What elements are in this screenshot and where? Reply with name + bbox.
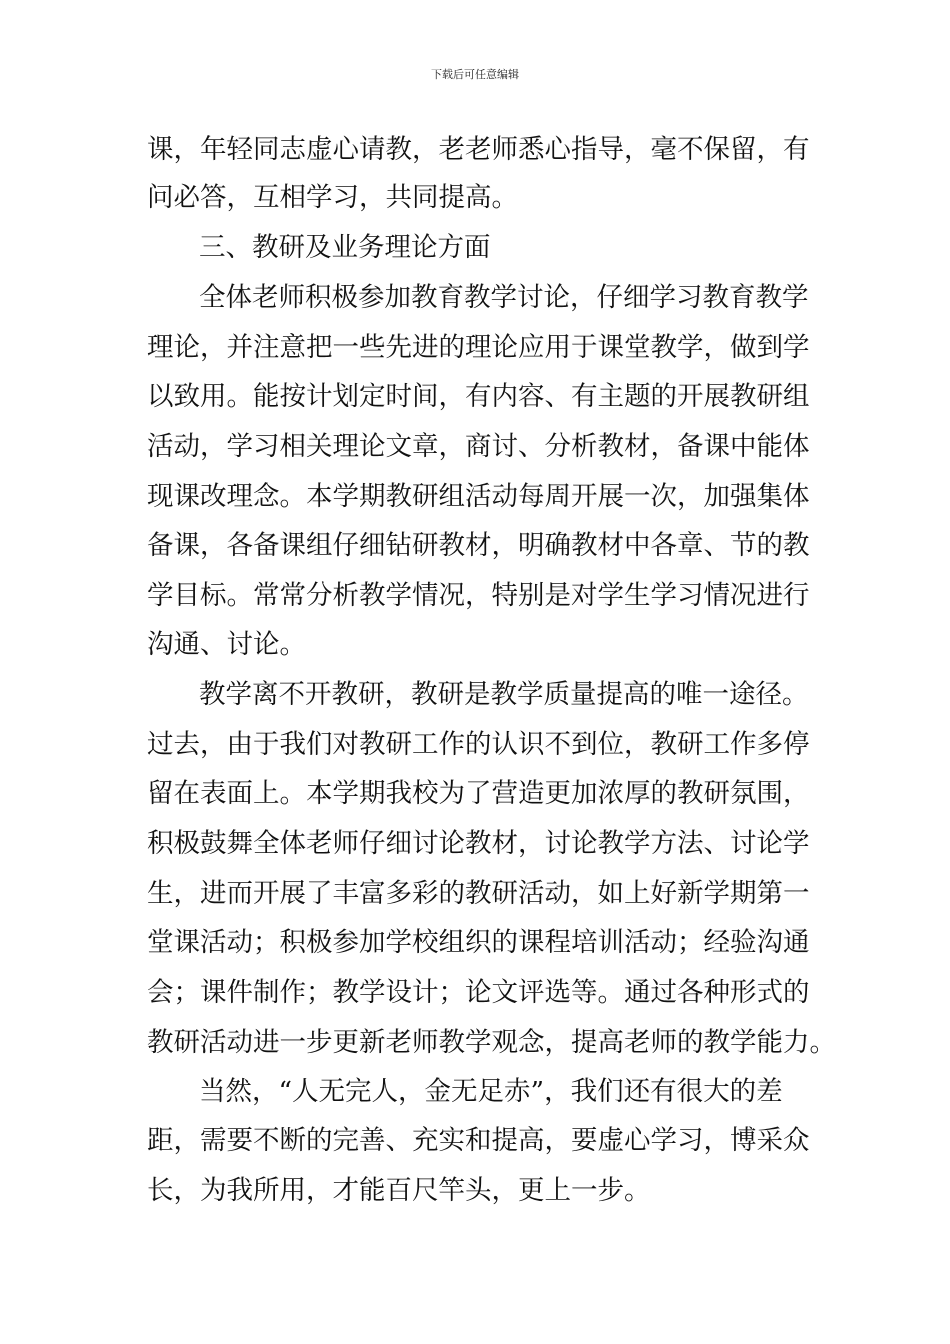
text-line: 现课改理念。本学期教研组活动每周开展一次，加强集体	[147, 481, 810, 512]
text-line: 课，年轻同志虚心请教，老老师悉心指导，毫不保留，有	[147, 134, 810, 165]
text-line: 堂课活动；积极参加学校组织的课程培训活动；经验沟通	[147, 927, 810, 958]
text-line: 备课，各备课组仔细钻研教材，明确教材中各章、节的教	[147, 530, 810, 561]
text-line: 长，为我所用，才能百尺竿头，更上一步。	[147, 1175, 651, 1206]
text-line: 活动，学习相关理论文章，商讨、分析教材，备课中能体	[147, 431, 810, 462]
text-line: 会；课件制作；教学设计；论文评选等。通过各种形式的	[147, 977, 810, 1008]
text-line: 理论，并注意把一些先进的理论应用于课堂教学，做到学	[147, 332, 810, 363]
page-header: 下载后可任意编辑	[431, 68, 519, 81]
text-line: 生，进而开展了丰富多彩的教研活动，如上好新学期第一	[147, 878, 810, 909]
text-line: 距，需要不断的完善、充实和提高，要虚心学习，博采众	[147, 1125, 810, 1156]
text-line: 教学离不开教研，教研是教学质量提高的唯一途径。	[199, 679, 809, 710]
text-line: 留在表面上。本学期我校为了营造更加浓厚的教研氛围，	[147, 778, 810, 809]
text-line: 全体老师积极参加教育教学讨论，仔细学习教育教学	[199, 282, 809, 313]
text-line: 学目标。常常分析教学情况，特别是对学生学习情况进行	[147, 580, 810, 611]
text-line: 问必答，互相学习，共同提高。	[147, 182, 518, 213]
text-line: 以致用。能按计划定时间，有内容、有主题的开展教研组	[147, 381, 810, 412]
text-line: 教研活动进一步更新老师教学观念，提高老师的教学能力。	[147, 1027, 836, 1058]
text-line: 沟通、讨论。	[147, 629, 306, 660]
text-line: 当然，“人无完人，金无足赤”，我们还有很大的差	[199, 1076, 783, 1107]
text-line: 过去，由于我们对教研工作的认识不到位，教研工作多停	[147, 729, 810, 760]
section-heading: 三、教研及业务理论方面	[199, 232, 491, 263]
text-line: 积极鼓舞全体老师仔细讨论教材，讨论教学方法、讨论学	[147, 828, 810, 859]
